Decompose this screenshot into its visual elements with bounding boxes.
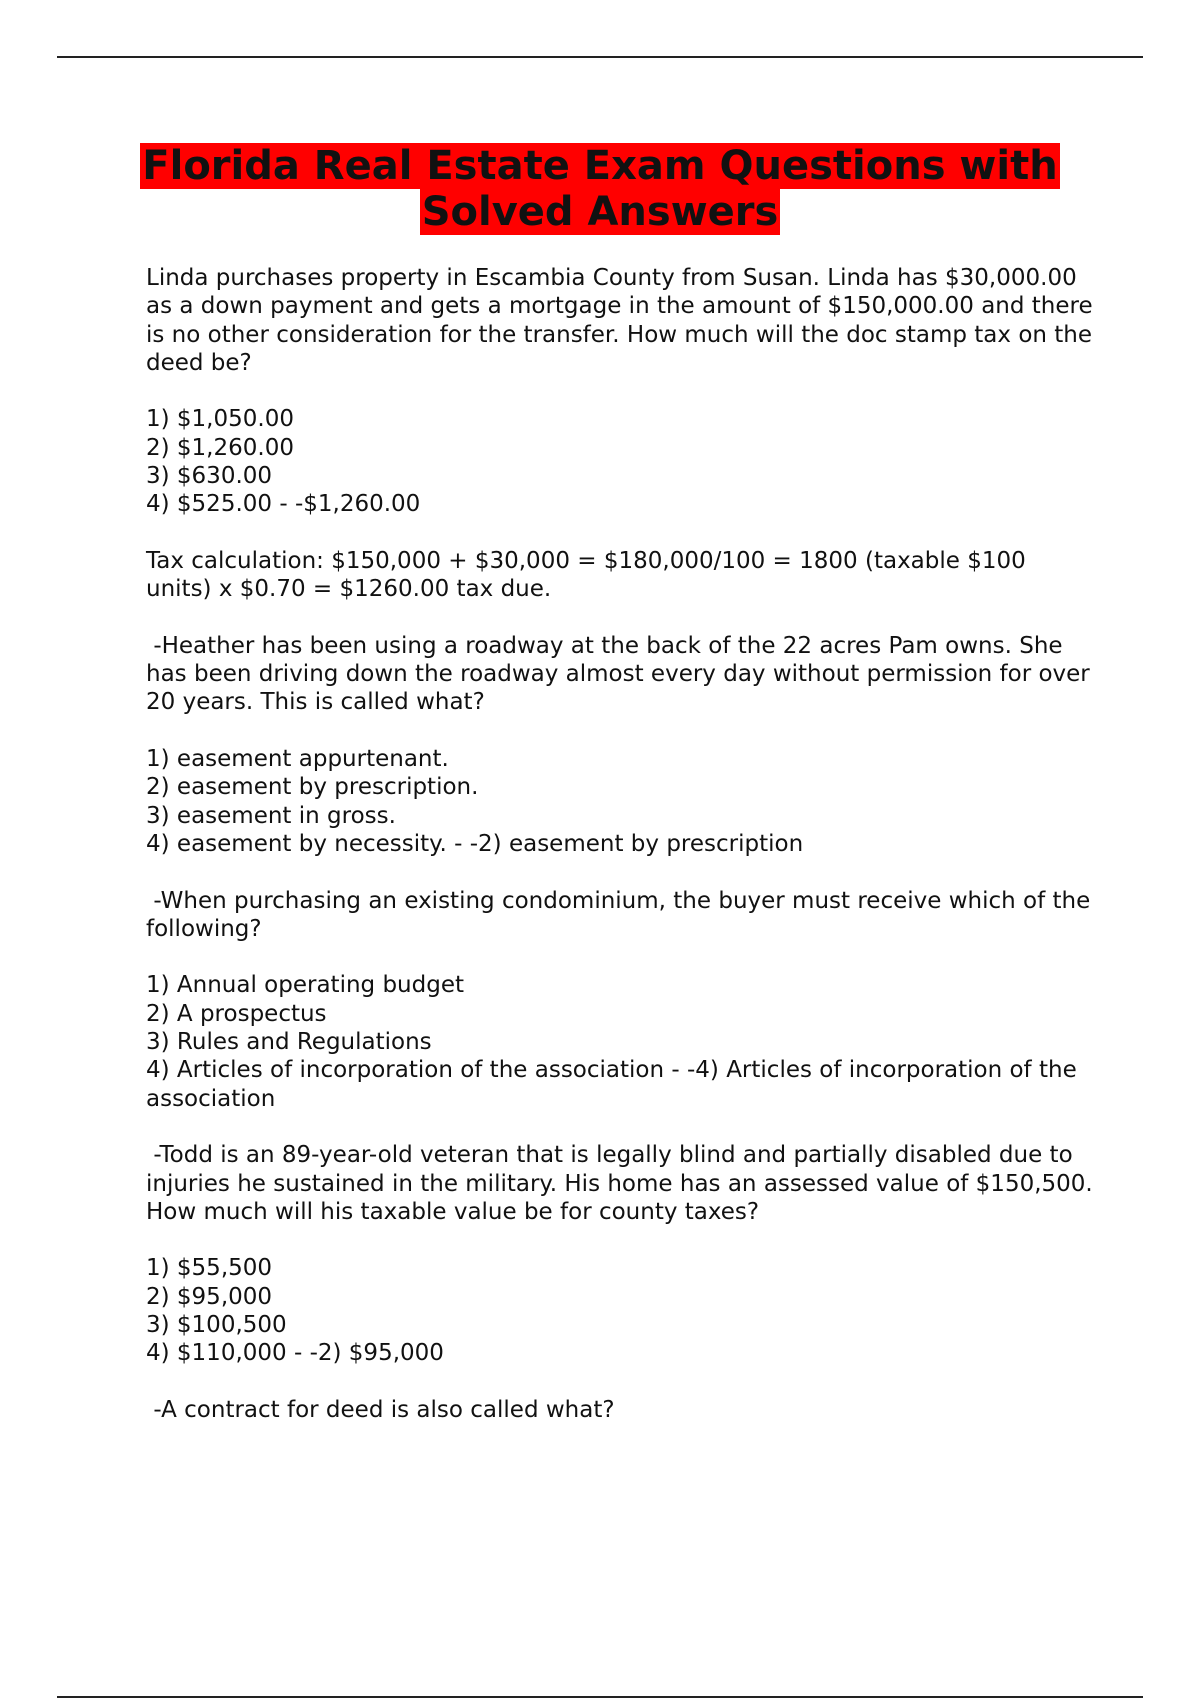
question-1-explanation <box>146 547 1096 604</box>
option: 1) $1,050.00 <box>146 406 294 433</box>
question-1 <box>146 264 1096 377</box>
question-text: -When purchasing an existing condominium, the buyer must receive which of the following? <box>146 887 1098 942</box>
question-text: Linda purchases property in Escambia County from Susan. Linda has $30,000.00 as a down payment and gets a mortgage in the amount of $150,000.00 and there is no other consideration for the transfer. How much will the doc stamp tax on the deed be? <box>146 265 1093 376</box>
page-title <box>100 143 1100 235</box>
question-text: -Todd is an 89-year-old veteran that is legally blind and partially disabled due to injuries he sustained in the military. His home has an assessed value of $150,500. How much will his taxable value be for county taxes? <box>146 1142 1101 1225</box>
question-4 <box>146 1141 1101 1226</box>
question-3-options <box>146 971 1096 1112</box>
title-line-1: Florida Real Estate Exam Questions with <box>142 143 1058 189</box>
option: 3) Rules and Regulations <box>146 1029 432 1056</box>
option-with-answer: 4) $110,000 - -2) $95,000 <box>146 1340 444 1367</box>
question-text: -A contract for deed is also called what? <box>146 1396 615 1423</box>
option: 3) $630.00 <box>146 463 273 490</box>
header-rule <box>57 56 1143 58</box>
option: 3) $100,500 <box>146 1311 287 1338</box>
question-3 <box>146 887 1096 944</box>
question-text: -Heather has been using a roadway at the back of the 22 acres Pam owns. She has been driving down the roadway almost every day without permission for over 20 years. This is called what? <box>146 632 1098 716</box>
question-2 <box>146 632 1096 717</box>
question-5 <box>146 1396 1096 1424</box>
option: 1) $55,500 <box>146 1255 273 1282</box>
option: 1) Annual operating budget <box>146 972 464 999</box>
option: 2) $95,000 <box>146 1283 273 1310</box>
document-body <box>146 264 1101 1452</box>
option: 2) A prospectus <box>146 1000 327 1027</box>
footer-rule <box>57 1696 1143 1698</box>
option-with-answer: 4) easement by necessity. - -2) easement by prescription <box>146 830 804 857</box>
question-2-options <box>146 745 1096 858</box>
option: 3) easement in gross. <box>146 802 396 829</box>
option: 2) $1,260.00 <box>146 434 294 461</box>
option: 1) easement appurtenant. <box>146 746 449 773</box>
option-with-answer: 4) Articles of incorporation of the association - -4) Articles of incorporation of the association <box>146 1057 1077 1112</box>
question-4-options <box>146 1254 1096 1367</box>
question-1-options <box>146 405 1096 518</box>
option: 2) easement by prescription. <box>146 774 479 801</box>
option-with-answer: 4) $525.00 - -$1,260.00 <box>146 491 421 518</box>
title-line-2: Solved Answers <box>421 189 779 235</box>
explanation-text: Tax calculation: $150,000 + $30,000 = $180,000/100 = 1800 (taxable $100 units) x $0.70 = $1260.00 tax due. <box>146 547 1026 603</box>
